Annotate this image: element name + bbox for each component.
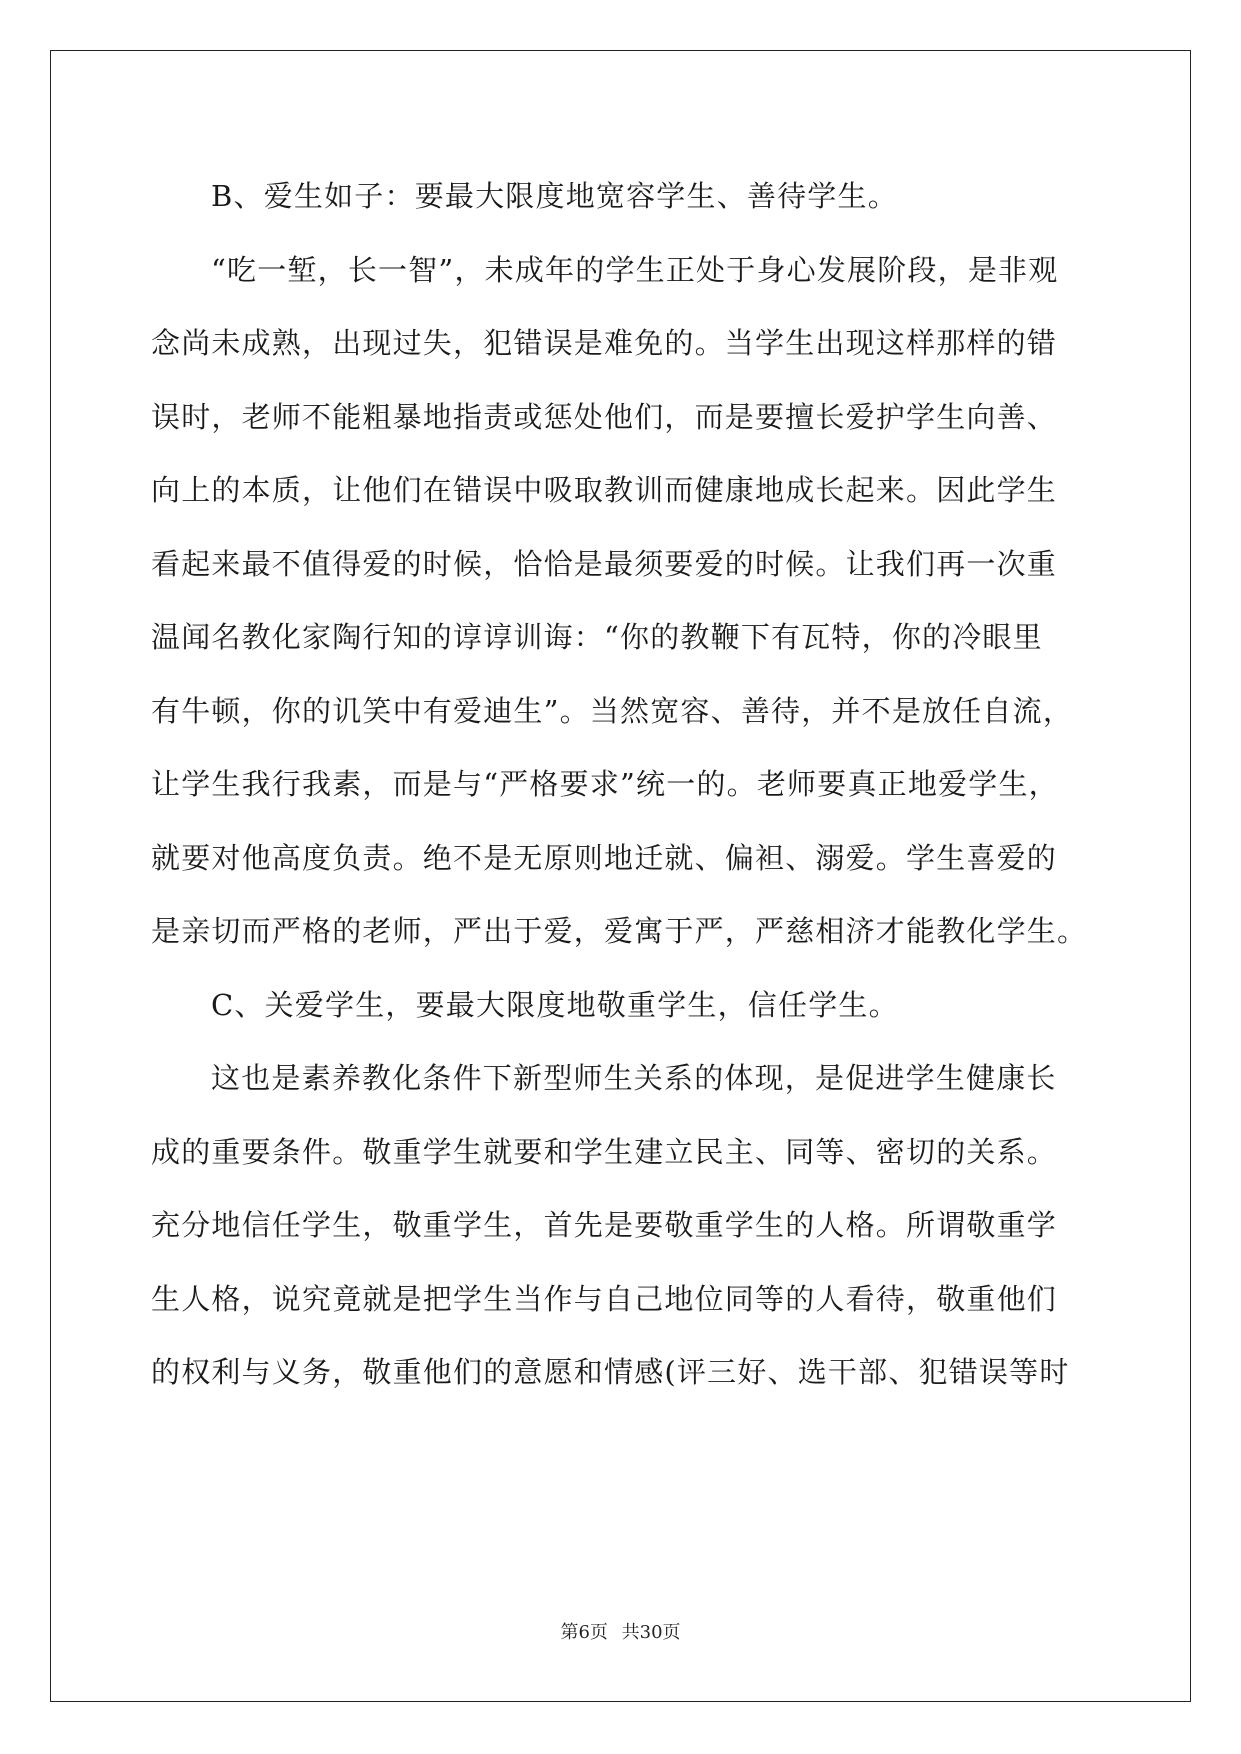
text-line: “吃一堑，长一智”，未成年的学生正处于身心发展阶段，是非观: [211, 252, 1059, 287]
text-line: 成的重要条件。敬重学生就要和学生建立民主、同等、密切的关系。: [151, 1134, 1058, 1169]
text-line: 就要对他高度负责。绝不是无原则地迁就、偏袒、溺爱。学生喜爱的: [151, 840, 1058, 875]
text-line: 这也是素养教化条件下新型师生关系的体现，是促进学生健康长: [211, 1061, 1057, 1095]
text-line: 念尚未成熟，出现过失，犯错误是难免的。当学生出现这样那样的错: [151, 326, 1058, 360]
text-line: 充分地信任学生，敬重学生，首先是要敬重学生的人格。所谓敬重学: [151, 1208, 1058, 1242]
page-total: 共30页: [621, 1622, 681, 1643]
document-body: [151, 160, 1101, 1410]
text-line: 生人格，说究竟就是把学生当作与自己地位同等的人看待，敬重他们: [151, 1281, 1058, 1316]
page-number: 第6页: [560, 1622, 608, 1643]
text-line: B、爱生如子：要最大限度地宽容学生、善待学生。: [211, 179, 898, 213]
text-line: C、关爱学生，要最大限度地敬重学生，信任学生。: [211, 987, 899, 1022]
text-line: 让学生我行我素，而是与“严格要求”统一的。老师要真正地爱学生，: [151, 767, 1059, 801]
page-footer: [0, 1618, 1241, 1644]
text-line: 是亲切而严格的老师，严出于爱，爱寓于严，严慈相济才能教化学生。: [151, 914, 1088, 948]
text-line: 看起来最不值得爱的时候，恰恰是最须要爱的时候。让我们再一次重: [151, 546, 1058, 581]
text-line: 有牛顿，你的讥笑中有爱迪生”。当然宽容、善待，并不是放任自流，: [151, 693, 1074, 728]
text-line: 的权利与义务，敬重他们的意愿和情感(评三好、选干部、犯错误等时: [151, 1355, 1070, 1389]
text-line: 温闻名教化家陶行知的谆谆训诲：“你的教鞭下有瓦特，你的冷眼里: [151, 620, 1043, 654]
text-line: 误时，老师不能粗暴地指责或惩处他们，而是要擅长爱护学生向善、: [151, 399, 1058, 434]
text-line: 向上的本质，让他们在错误中吸取教训而健康地成长起来。因此学生: [151, 473, 1058, 507]
